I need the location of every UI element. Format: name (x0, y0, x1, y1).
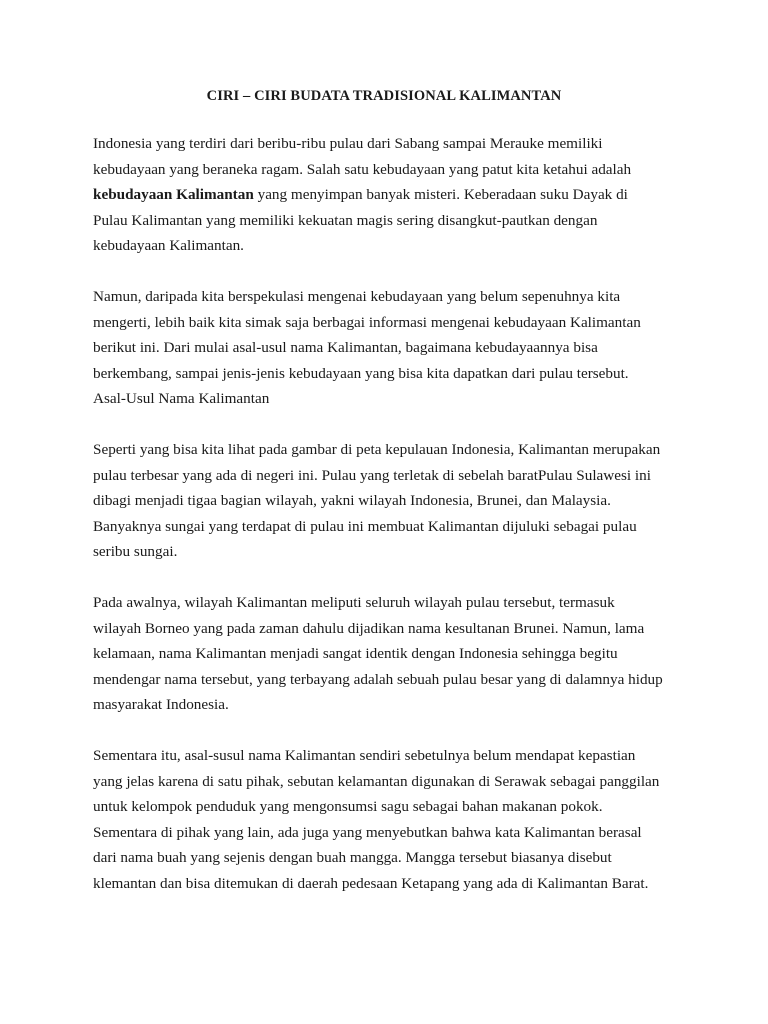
text-line: berikut ini. Dari mulai asal-usul nama Kalimantan, bagaimana kebudayaannya bisa (93, 339, 598, 356)
text-line: mendengar nama tersebut, yang terbayang adalah sebuah pulau besar yang di dalamnya hidup (93, 670, 663, 688)
text-line: Pada awalnya, wilayah Kalimantan meliputi seluruh wilayah pulau tersebut, termasuk (93, 594, 615, 611)
text-line: Namun, daripada kita berspekulasi mengenai kebudayaan yang belum sepenuhnya kita (93, 288, 621, 305)
text-line: dibagi menjadi tigaa bagian wilayah, yakni wilayah Indonesia, Brunei, dan Malaysia. (93, 492, 611, 509)
text-line: Seperti yang bisa kita lihat pada gambar di peta kepulauan Indonesia, Kalimantan merupakan (93, 441, 661, 458)
text-line: wilayah Borneo yang pada zaman dahulu dijadikan nama kesultanan Brunei. Namun, lama (93, 619, 645, 637)
text-line: Pulau Kalimantan yang memiliki kekuatan magis sering disangkut-pautkan dengan (93, 211, 598, 229)
text-line: kebudayaan Kalimantan. (93, 237, 244, 254)
document-body (93, 131, 693, 922)
text-line-with-bold (93, 182, 693, 208)
text-line: Indonesia yang terdiri dari beribu-ribu pulau dari Sabang sampai Merauke memiliki (93, 135, 603, 152)
text-line: Asal-Usul Nama Kalimantan (93, 390, 270, 407)
text-line: seribu sungai. (93, 543, 178, 560)
paragraph-5 (93, 743, 693, 896)
text-line: masyarakat Indonesia. (93, 696, 229, 713)
section-heading (93, 386, 693, 412)
paragraph-4 (93, 590, 693, 718)
paragraph-1 (93, 131, 693, 259)
document-title: CIRI – CIRI BUDATA TRADISIONAL KALIMANTAN (206, 88, 562, 104)
paragraph-2 (93, 284, 693, 386)
text-line: mengerti, lebih baik kita simak saja berbagai informasi mengenai kebudayaan Kalimantan (93, 313, 641, 331)
text-line: kebudayaan yang beraneka ragam. Salah satu kebudayaan yang patut kita ketahui adalah (93, 160, 632, 178)
paragraph-3 (93, 437, 693, 565)
text-line: untuk kelompok penduduk yang mengonsumsi sagu sebagai bahan makanan pokok. (93, 798, 603, 815)
text-line: yang jelas karena di satu pihak, sebutan kelamantan digunakan di Serawak sebagai panggilan (93, 772, 660, 790)
text-line: pulau terbesar yang ada di negeri ini. Pulau yang terletak di sebelah baratPulau Sulawesi ini (93, 466, 651, 484)
text-line: Sementara itu, asal-susul nama Kalimantan sendiri sebetulnya belum mendapat kepastian (93, 747, 636, 764)
text-line: berkembang, sampai jenis-jenis kebudayaan yang bisa kita dapatkan dari pulau tersebut. (93, 364, 629, 382)
text-line: Banyaknya sungai yang terdapat di pulau ini membuat Kalimantan dijuluki sebagai pulau (93, 517, 637, 535)
text-line: klemantan dan bisa ditemukan di daerah pedesaan Ketapang yang ada di Kalimantan Barat. (93, 874, 649, 892)
text-fragment: yang menyimpan banyak misteri. Keberadaan suku Dayak di (253, 186, 628, 203)
text-line: dari nama buah yang sejenis dengan buah mangga. Mangga tersebut biasanya disebut (93, 849, 612, 866)
text-line: Sementara di pihak yang lain, ada juga yang menyebutkan bahwa kata Kalimantan berasal (93, 823, 642, 841)
text-line: kelamaan, nama Kalimantan menjadi sangat identik dengan Indonesia sehingga begitu (93, 645, 618, 662)
bold-phrase: kebudayaan Kalimantan (93, 186, 254, 203)
